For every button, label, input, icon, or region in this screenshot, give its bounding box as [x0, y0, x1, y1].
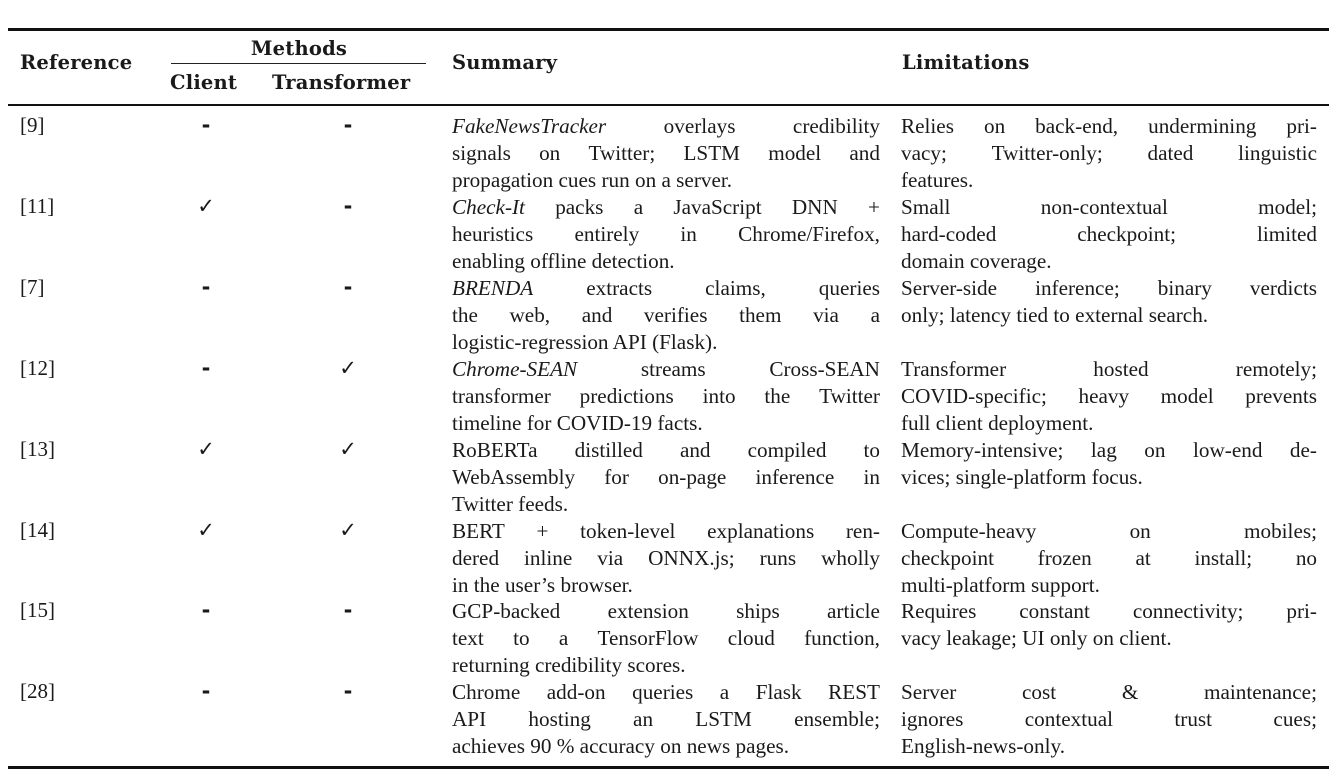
word: Twitter-only;: [991, 141, 1103, 165]
word: linguistic: [1238, 141, 1317, 165]
word: hosting: [528, 707, 591, 731]
summary-cell: [452, 113, 880, 194]
word: extension: [607, 599, 689, 623]
word: pri-: [1286, 114, 1317, 138]
word: hard-coded: [901, 222, 997, 246]
word: into: [702, 384, 736, 408]
summary-text: returning credibility scores.: [452, 653, 686, 677]
word: on-page: [658, 465, 727, 489]
summary-cell: [452, 598, 880, 679]
word: Relies: [901, 114, 954, 138]
dash-icon: -: [343, 598, 353, 622]
check-icon: ✓: [339, 518, 357, 542]
word: and: [849, 141, 880, 165]
word: Check-It: [452, 195, 525, 219]
word: BRENDA: [452, 276, 534, 300]
word: wholly: [821, 546, 880, 570]
top-rule: [8, 28, 1329, 31]
word: explanations: [707, 519, 815, 543]
word: on: [983, 114, 1006, 138]
summary-line: [452, 652, 880, 679]
summary-line: [452, 356, 880, 383]
summary-cell: [452, 194, 880, 275]
word: verdicts: [1249, 276, 1317, 300]
dash-icon: -: [201, 275, 211, 299]
word: BERT: [452, 519, 505, 543]
word: dered: [452, 546, 500, 570]
word: lag: [1090, 438, 1117, 462]
bottom-rule: [8, 766, 1329, 769]
word: in: [863, 465, 880, 489]
summary-line: [452, 383, 880, 410]
word: COVID-specific;: [901, 384, 1047, 408]
summary-text: logistic-regression API (Flask).: [452, 330, 718, 354]
dash-icon: -: [201, 679, 211, 703]
dash-icon: -: [343, 194, 353, 218]
word: a: [558, 626, 569, 650]
word: JavaScript: [673, 195, 762, 219]
word: transformer: [452, 384, 551, 408]
word: Memory-intensive;: [901, 438, 1064, 462]
word: web,: [509, 303, 551, 327]
summary-line: [452, 302, 880, 329]
summary-line: [452, 221, 880, 248]
word: to: [863, 438, 880, 462]
summary-cell: [452, 679, 880, 760]
word: compiled: [747, 438, 827, 462]
limitations-line: [901, 437, 1317, 464]
word: low-end: [1192, 438, 1263, 462]
limitations-line: multi-platform support.: [901, 573, 1100, 597]
word: Flask: [755, 680, 802, 704]
limitations-cell: [901, 356, 1317, 437]
limitations-line: [901, 545, 1317, 572]
word: signals: [452, 141, 511, 165]
word: Transformer: [901, 357, 1007, 381]
word: REST: [828, 680, 880, 704]
word: non-contextual: [1040, 195, 1168, 219]
limitations-line: [901, 221, 1317, 248]
methods-underline: [171, 63, 426, 64]
word: on: [1144, 438, 1166, 462]
word: queries: [818, 276, 880, 300]
word: cloud: [727, 626, 775, 650]
word: Server: [901, 680, 957, 704]
header-methods: Methods: [250, 37, 348, 60]
word: and: [581, 303, 613, 327]
word: streams: [640, 357, 706, 381]
word: text: [452, 626, 484, 650]
summary-text: enabling offline detection.: [452, 249, 675, 273]
summary-line: [452, 329, 880, 356]
word: Server-side: [901, 276, 998, 300]
dash-icon: -: [343, 679, 353, 703]
summary-text: Twitter feeds.: [452, 492, 569, 516]
summary-cell: [452, 275, 880, 356]
summary-line: [452, 194, 880, 221]
word: cost: [1022, 680, 1057, 704]
summary-line: [452, 518, 880, 545]
header-reference: Reference: [20, 51, 133, 74]
word: on: [1129, 519, 1151, 543]
limitations-line: [901, 706, 1317, 733]
word: a: [633, 195, 644, 219]
dash-icon: -: [343, 275, 353, 299]
word: queries: [632, 680, 694, 704]
word: hosted: [1093, 357, 1149, 381]
word: extracts: [586, 276, 653, 300]
word: Small: [901, 195, 951, 219]
summary-line: [452, 248, 880, 275]
summary-line: [452, 167, 880, 194]
word: ships: [736, 599, 780, 623]
word: claims,: [705, 276, 766, 300]
summary-text: propagation cues run on a server.: [452, 168, 733, 192]
limitations-line: vacy leakage; UI only on client.: [901, 626, 1172, 650]
summary-line: [452, 464, 880, 491]
word: &: [1121, 680, 1139, 704]
word: model: [1160, 384, 1214, 408]
word: contextual: [1024, 707, 1113, 731]
word: overlays: [663, 114, 736, 138]
reference-cell: [15]: [20, 598, 55, 622]
limitations-line: [901, 383, 1317, 410]
summary-line: [452, 706, 880, 733]
reference-cell: [7]: [20, 275, 45, 299]
reference-cell: [13]: [20, 437, 55, 461]
word: mobiles;: [1244, 519, 1317, 543]
header-summary: Summary: [452, 51, 558, 74]
word: Chrome: [452, 680, 521, 704]
word: a: [719, 680, 730, 704]
summary-line: [452, 545, 880, 572]
reference-cell: [28]: [20, 679, 55, 703]
word: WebAssembly: [452, 465, 576, 489]
word: inference;: [1035, 276, 1120, 300]
summary-line: [452, 598, 880, 625]
word: LSTM: [695, 707, 752, 731]
limitations-line: full client deployment.: [901, 411, 1094, 435]
summary-line: [452, 410, 880, 437]
word: inference: [755, 465, 835, 489]
header-transformer: Transformer: [272, 71, 411, 94]
limitations-cell: [901, 113, 1317, 194]
word: limited: [1256, 222, 1317, 246]
word: RoBERTa: [452, 438, 538, 462]
header-rule: [8, 104, 1329, 106]
word: undermining: [1148, 114, 1257, 138]
limitations-cell: [901, 275, 1317, 329]
check-icon: ✓: [339, 437, 357, 461]
word: ren-: [845, 519, 880, 543]
word: heuristics: [452, 222, 534, 246]
limitations-cell: [901, 194, 1317, 275]
word: via: [597, 546, 624, 570]
limitations-line: [901, 356, 1317, 383]
word: API: [452, 707, 487, 731]
word: model;: [1258, 195, 1317, 219]
word: token-level: [580, 519, 676, 543]
check-icon: ✓: [197, 437, 215, 461]
check-icon: ✓: [339, 356, 357, 380]
summary-text: achieves 90 % accuracy on news pages.: [452, 734, 790, 758]
word: to: [513, 626, 530, 650]
word: model: [768, 141, 822, 165]
word: trust: [1174, 707, 1213, 731]
word: the: [764, 384, 791, 408]
word: verifies: [643, 303, 708, 327]
word: checkpoint;: [1077, 222, 1177, 246]
limitations-line: [901, 275, 1317, 302]
word: heavy: [1078, 384, 1130, 408]
word: remotely;: [1235, 357, 1317, 381]
word: Compute-heavy: [901, 519, 1037, 543]
word: prevents: [1245, 384, 1317, 408]
reference-cell: [14]: [20, 518, 55, 542]
word: entirely: [574, 222, 640, 246]
word: ignores: [901, 707, 964, 731]
summary-line: [452, 275, 880, 302]
summary-line: [452, 437, 880, 464]
summary-cell: [452, 518, 880, 599]
summary-line: [452, 113, 880, 140]
word: connectivity;: [1132, 599, 1244, 623]
summary-line: [452, 491, 880, 518]
word: distilled: [574, 438, 643, 462]
dash-icon: -: [201, 598, 211, 622]
word: predictions: [579, 384, 674, 408]
word: pri-: [1286, 599, 1317, 623]
word: back-end,: [1035, 114, 1119, 138]
word: vacy;: [901, 141, 947, 165]
limitations-line: [901, 598, 1317, 625]
word: TensorFlow: [597, 626, 699, 650]
word: Requires: [901, 599, 977, 623]
dash-icon: -: [201, 113, 211, 137]
word: Cross-SEAN: [769, 357, 880, 381]
word: an: [633, 707, 654, 731]
summary-cell: [452, 356, 880, 437]
limitations-cell: [901, 437, 1317, 491]
word: a: [870, 303, 880, 327]
word: no: [1295, 546, 1317, 570]
word: Twitter;: [588, 141, 656, 165]
reference-cell: [11]: [20, 194, 55, 218]
summary-line: [452, 572, 880, 599]
limitations-line: [901, 113, 1317, 140]
limitations-line: English-news-only.: [901, 734, 1065, 758]
word: de-: [1289, 438, 1317, 462]
word: DNN: [791, 195, 838, 219]
word: binary: [1157, 276, 1212, 300]
word: inline: [524, 546, 573, 570]
word: maintenance;: [1204, 680, 1317, 704]
word: cues;: [1273, 707, 1317, 731]
word: Twitter: [819, 384, 880, 408]
limitations-line: [901, 140, 1317, 167]
word: frozen: [1037, 546, 1092, 570]
word: ONNX.js;: [648, 546, 735, 570]
summary-text: in the user’s browser.: [452, 573, 633, 597]
check-icon: ✓: [197, 194, 215, 218]
summary-line: [452, 625, 880, 652]
word: via: [813, 303, 839, 327]
summary-line: [452, 733, 880, 760]
word: and: [679, 438, 711, 462]
word: checkpoint: [901, 546, 994, 570]
limitations-cell: [901, 679, 1317, 760]
header-client: Client: [170, 71, 238, 94]
limitations-line: [901, 194, 1317, 221]
summary-cell: [452, 437, 880, 518]
word: the: [452, 303, 478, 327]
word: +: [536, 519, 549, 543]
word: +: [868, 195, 880, 219]
word: GCP-backed: [452, 599, 561, 623]
word: add-on: [546, 680, 606, 704]
summary-text: timeline for COVID-19 facts.: [452, 411, 703, 435]
check-icon: ✓: [197, 518, 215, 542]
word: install;: [1194, 546, 1253, 570]
word: runs: [759, 546, 797, 570]
word: function,: [804, 626, 880, 650]
word: FakeNewsTracker: [452, 114, 607, 138]
word: article: [827, 599, 880, 623]
summary-line: [452, 679, 880, 706]
dash-icon: -: [201, 356, 211, 380]
word: for: [604, 465, 629, 489]
word: Chrome-SEAN: [452, 357, 578, 381]
reference-cell: [12]: [20, 356, 55, 380]
word: constant: [1019, 599, 1090, 623]
limitations-line: [901, 679, 1317, 706]
limitations-line: only; latency tied to external search.: [901, 303, 1209, 327]
limitations-line: domain coverage.: [901, 249, 1052, 273]
word: in: [680, 222, 697, 246]
reference-cell: [9]: [20, 113, 45, 137]
word: them: [739, 303, 782, 327]
word: credibility: [792, 114, 880, 138]
word: dated: [1147, 141, 1194, 165]
word: LSTM: [683, 141, 740, 165]
word: Chrome/Firefox,: [738, 222, 880, 246]
word: at: [1135, 546, 1151, 570]
limitations-line: vices; single-platform focus.: [901, 465, 1143, 489]
word: on: [539, 141, 561, 165]
header-limitations: Limitations: [902, 51, 1030, 74]
word: packs: [555, 195, 604, 219]
limitations-cell: [901, 598, 1317, 652]
dash-icon: -: [343, 113, 353, 137]
word: ensemble;: [794, 707, 880, 731]
limitations-cell: [901, 518, 1317, 599]
summary-line: [452, 140, 880, 167]
limitations-line: features.: [901, 168, 974, 192]
limitations-line: [901, 518, 1317, 545]
